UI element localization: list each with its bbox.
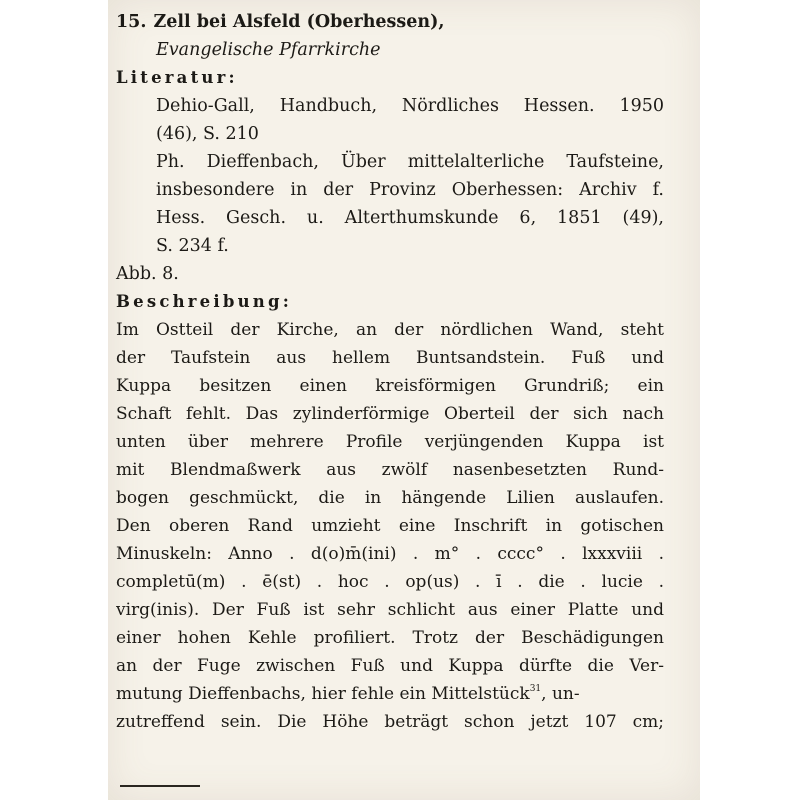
description-label: Beschreibung: bbox=[116, 292, 292, 311]
literature-line: Ph. Dieffenbach, Über mittelalterliche Taufsteine, bbox=[156, 152, 664, 172]
description-line: Schaft fehlt. Das zylinderförmige Oberteil der sich nach bbox=[116, 404, 664, 424]
description-line: Im Ostteil der Kirche, an der nördlichen Wand, steht bbox=[116, 320, 664, 340]
entry-number: 15. bbox=[116, 12, 147, 32]
description-line: bogen geschmückt, die in hängende Lilien auslaufen. bbox=[116, 488, 664, 508]
literature-line: (46), S. 210 bbox=[156, 124, 259, 144]
entry-place: Zell bei Alsfeld (Oberhessen), bbox=[153, 12, 445, 32]
entry-heading bbox=[116, 8, 664, 36]
description-line: Kuppa besitzen einen kreisförmigen Grundriß; ein bbox=[116, 376, 664, 396]
description-line: zutreffend sein. Die Höhe beträgt schon jetzt 107 cm; bbox=[116, 712, 664, 732]
description-line: Den oberen Rand umzieht eine Inschrift in gotischen bbox=[116, 516, 664, 536]
book-page bbox=[108, 0, 700, 800]
entry-church: Evangelische Pfarrkirche bbox=[156, 40, 381, 60]
literature-line: insbesondere in der Provinz Oberhessen: Archiv f. bbox=[156, 180, 664, 200]
description-line: der Taufstein aus hellem Buntsandstein. Fuß und bbox=[116, 348, 664, 368]
literature-line: S. 234 f. bbox=[156, 236, 229, 256]
figure-reference: Abb. 8. bbox=[116, 264, 179, 284]
description-line-part: mutung Dieffenbachs, hier fehle ein Mittelstück bbox=[116, 684, 530, 704]
description-line: completū(m) . ē(st) . hoc . op(us) . ī . die . lucie . bbox=[116, 572, 664, 592]
literature-label: Literatur: bbox=[116, 68, 238, 87]
description-line: an der Fuge zwischen Fuß und Kuppa dürfte die Ver- bbox=[116, 656, 664, 676]
description-line: mit Blendmaßwerk aus zwölf nasenbesetzten Rund- bbox=[116, 460, 664, 480]
literature-line: Hess. Gesch. u. Alterthumskunde 6, 1851 (49), bbox=[156, 208, 664, 228]
literature-line: Dehio-Gall, Handbuch, Nördliches Hessen. 1950 bbox=[156, 96, 664, 116]
description-line: virg(inis). Der Fuß ist sehr schlicht aus einer Platte und bbox=[116, 600, 664, 620]
description-line: unten über mehrere Profile verjüngenden Kuppa ist bbox=[116, 432, 664, 452]
footnote-rule bbox=[120, 785, 200, 787]
footnote-marker: 31 bbox=[529, 684, 542, 694]
description-line-with-footnote bbox=[116, 680, 664, 708]
description-line: Minuskeln: Anno . d(o)m̄(ini) . m° . cccc° . lxxxviii . bbox=[116, 544, 664, 564]
description-line-part: , un- bbox=[541, 684, 580, 704]
description-line: einer hohen Kehle profiliert. Trotz der Beschädigungen bbox=[116, 628, 664, 648]
page-text bbox=[116, 8, 664, 736]
